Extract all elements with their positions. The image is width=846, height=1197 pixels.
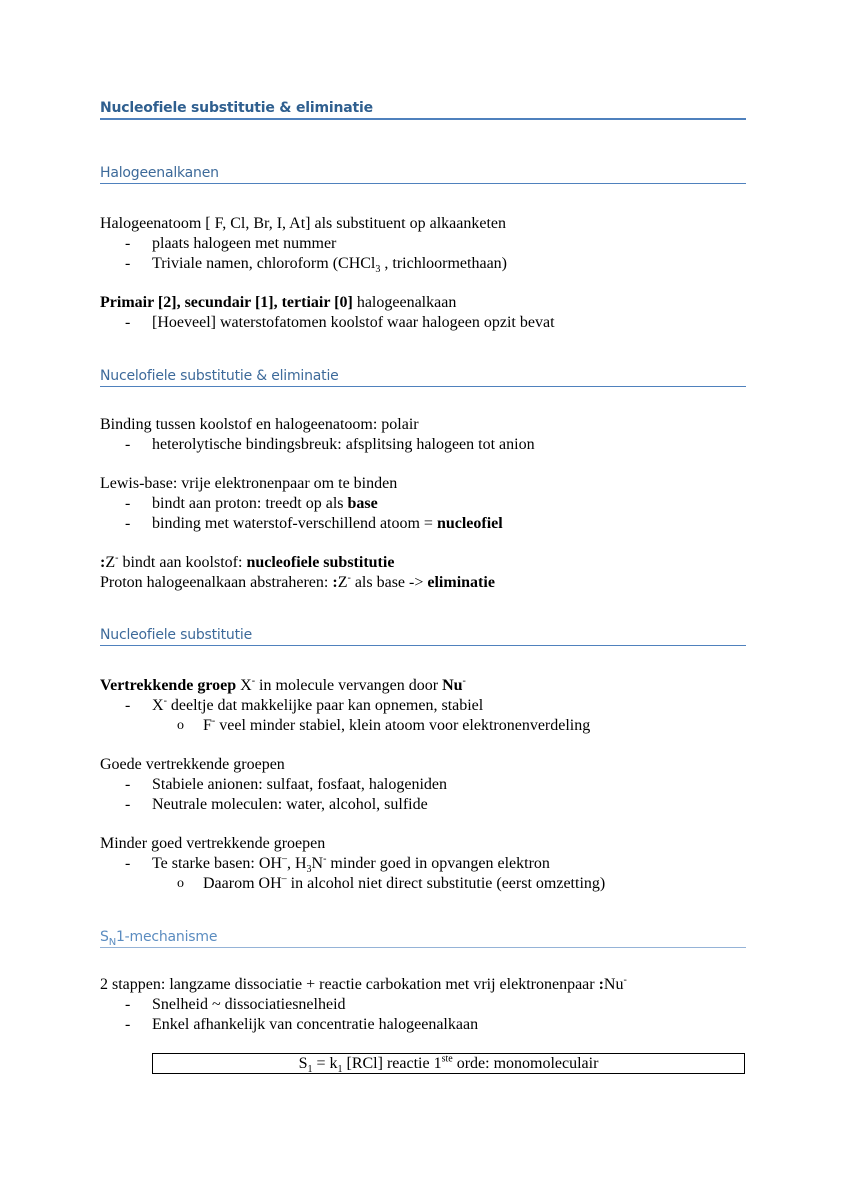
document-title: Nucleofiele substitutie & eliminatie: [100, 100, 746, 120]
bullet-snelheid: Snelheid ~ dissociatiesnelheid: [152, 996, 346, 1013]
bullet-dash: -: [125, 515, 131, 532]
bullet-dash: -: [125, 495, 131, 512]
paragraph-goede-groepen: Goede vertrekkende groepen: [100, 756, 285, 773]
paragraph-primair-secundair: Primair [2], secundair [1], tertiair [0] halogeenalkaan: [100, 294, 457, 311]
paragraph-binding: Binding tussen koolstof en halogeenatoom: polair: [100, 416, 419, 433]
paragraph-lewis-base: Lewis-base: vrije elektronenpaar om te binden: [100, 475, 398, 492]
paragraph-twee-stappen: 2 stappen: langzame dissociatie + reactie carbokation met vrij elektronenpaar :Nu-: [100, 974, 627, 993]
heading-halogeenalkanen: Halogeenalkanen: [100, 165, 746, 184]
bullet-heterolytische: heterolytische bindingsbreuk: afsplitsing halogeen tot anion: [152, 436, 535, 453]
bullet-dash: -: [125, 255, 131, 272]
bullet-x-deeltje: X- deeltje dat makkelijke paar kan opnemen, stabiel: [152, 695, 484, 714]
paragraph-halogeenatoom: Halogeenatoom [ F, Cl, Br, I, At] als substituent op alkaanketen: [100, 215, 506, 232]
bullet-plaats-halogeen: plaats halogeen met nummer: [152, 235, 337, 252]
rate-equation-box: $S_1 = k_1$ [RCl] reactie 1ste orde: monomoleculair: [152, 1053, 745, 1074]
heading-nucleofiele-substitutie: Nucleofiele substitutie: [100, 627, 746, 646]
paragraph-minder-goed: Minder goed vertrekkende groepen: [100, 835, 326, 852]
bullet-dash: -: [125, 776, 131, 793]
bullet-starke-basen: Te starke basen: OH–, $H_3N^-$ minder goed in opvangen elektron: [152, 853, 550, 876]
bullet-dash: -: [125, 996, 131, 1013]
bullet-binding-waterstof: binding met waterstof-verschillend atoom = nucleofiel: [152, 515, 503, 532]
paragraph-eliminatie: Proton halogeenalkaan abstraheren: :Z- als base -> eliminatie: [100, 572, 495, 591]
paragraph-nucleofiele-substitutie: :Z- bindt aan koolstof: nucleofiele substitutie: [100, 552, 395, 571]
bullet-dash: -: [125, 1016, 131, 1033]
bullet-dash: -: [125, 855, 131, 872]
paragraph-vertrekkende-groep: Vertrekkende groep X- in molecule vervangen door Nu-: [100, 675, 466, 694]
heading-sn1-mechanisme: $S_N1$-mechanisme: [100, 929, 746, 948]
bullet-dash: -: [125, 314, 131, 331]
bullet-hoeveel: [Hoeveel] waterstofatomen koolstof waar halogeen opzit bevat: [152, 314, 555, 331]
bullet-dash: -: [125, 697, 131, 714]
bullet-enkel-afhankelijk: Enkel afhankelijk van concentratie halogeenalkaan: [152, 1016, 479, 1033]
bullet-bindt-proton: bindt aan proton: treedt op als base: [152, 495, 378, 512]
bullet-dash: -: [125, 796, 131, 813]
bullet-stabiele-anionen: Stabiele anionen: sulfaat, fosfaat, halogeniden: [152, 776, 448, 793]
subbullet-daarom-oh: Daarom OH– in alcohol niet direct substitutie (eerst omzetting): [203, 873, 606, 892]
heading-substitutie-eliminatie: Nucelofiele substitutie & eliminatie: [100, 368, 746, 387]
bullet-circle: o: [177, 718, 184, 733]
bullet-triviale-namen: Triviale namen, chloroform (CHCl$_3$ , trichloormethaan): [152, 255, 507, 276]
bullet-dash: -: [125, 436, 131, 453]
bullet-dash: -: [125, 235, 131, 252]
bullet-neutrale-moleculen: Neutrale moleculen: water, alcohol, sulfide: [152, 796, 428, 813]
bullet-circle: o: [177, 876, 184, 891]
subbullet-f-minder-stabiel: F- veel minder stabiel, klein atoom voor elektronenverdeling: [203, 715, 591, 734]
